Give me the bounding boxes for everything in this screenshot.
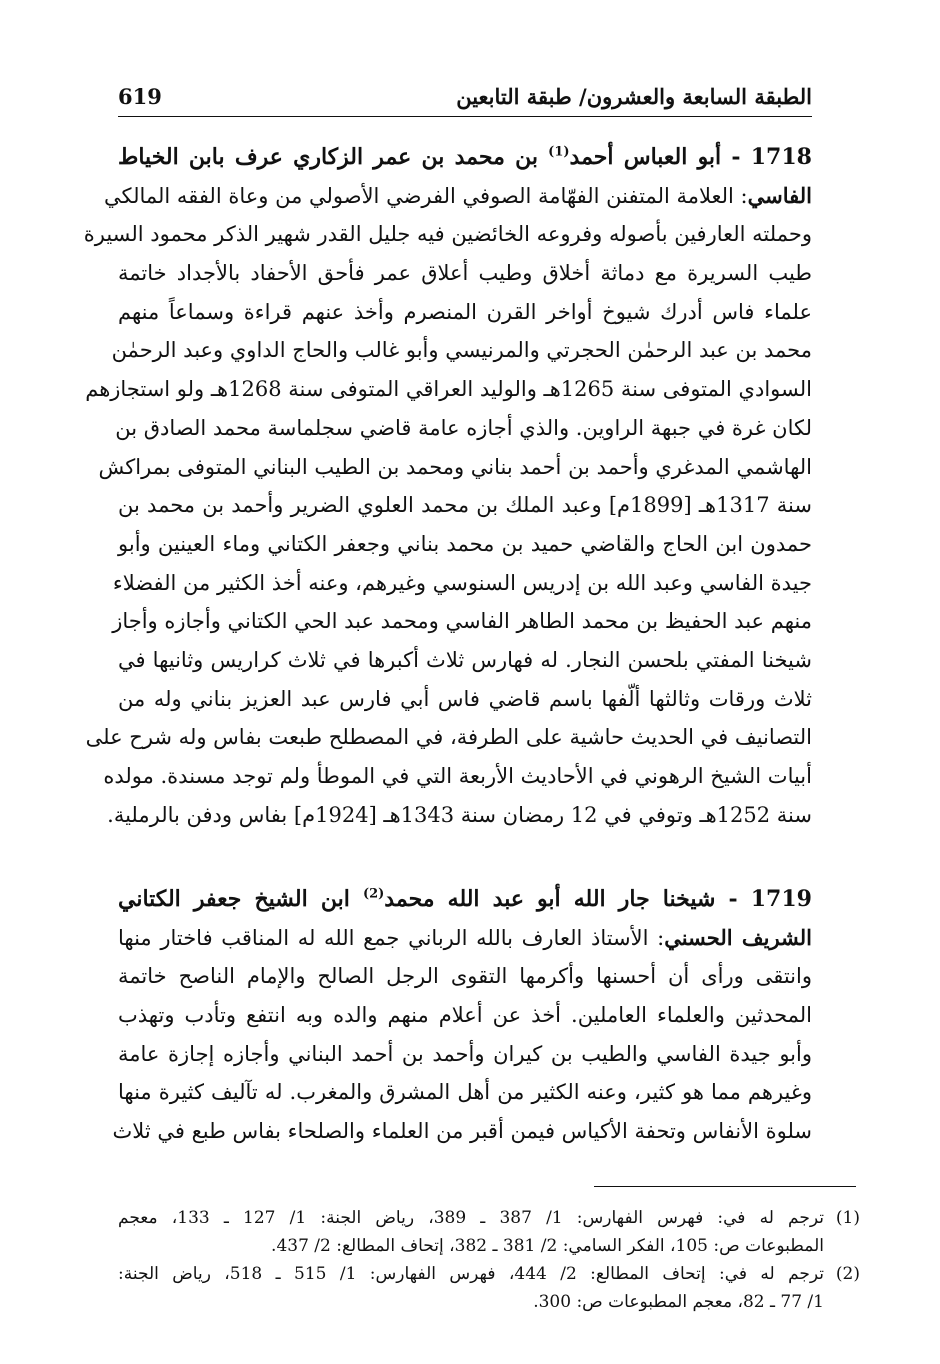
entry-line: سلوة الأنفاس وتحفة الأكياس فيمن أقبر من العلماء والصلحاء بفاس طبع في ثلاث — [112, 1119, 812, 1144]
entry-line: أبيات الشيخ الرهوني في الأحاديث الأربعة التي في الموطأ ولم توجد مسندة. مولده — [103, 764, 812, 788]
entry-line: الشريف الحسني: الأستاذ العارف بالله الرباني جمع الله له المناقب فاختار منها — [118, 924, 812, 950]
footnote-divider — [594, 1186, 856, 1187]
entry-line: سنة 1252هـ وتوفي في 12 رمضان سنة 1343هـ [1924م] بفاس ودفن بالرملية. — [107, 802, 812, 827]
entry-heading: 1718 - أبو العباس أحمد$^{(1)}$ بن محمد بن عمر الزكاري عرف بابن الخياط — [118, 144, 812, 170]
entry-line: وحملته العارفين بأصوله وفروعه الخائضين فيه جليل القدر شهير الذكر محمود السيرة — [83, 222, 812, 247]
entry-line: شيخنا المفتي بلحسن النجار. له فهارس ثلاث أكبرها في ثلاث كراريس وثانيها في — [118, 647, 812, 672]
entry-line: الفاسي: العلامة المتفنن الفهّامة الصوفي الفرضي الأصولي من وعاة الفقه المالكي — [103, 182, 812, 208]
footnote-ref[interactable]: (2) — [362, 886, 385, 902]
entry-1719 — [112, 880, 812, 1151]
footnote-line: ترجم له في: إتحاف المطالع: 2/ 444، فهرس الفهارس: 1/ 515 ـ 518، رياض الجنة: — [118, 1264, 825, 1284]
entry-line: لكان غرة في جبهة الراوين. والذي أجازه عامة قاضي سجلماسة محمد الصادق بن — [115, 415, 812, 440]
page-header — [118, 84, 812, 117]
entry-line: طيب السريرة مع دماثة أخلاق وطيب أعلاق عمر فأحق الأحفاد بالأجداد خاتمة — [118, 261, 812, 286]
entry-line: المحدثين والعلماء العاملين. أخذ عن أعلام منهم والده وبه انتفع وتأدب وتهذب — [118, 1003, 812, 1028]
entry-line: ثلاث ورقات وثالثها ألّفها باسم قاضي فاس أبي فارس عبد العزيز بناني وله من — [118, 686, 812, 711]
entry-1718 — [83, 138, 812, 834]
page-number: 619 — [118, 84, 162, 109]
entry-line: محمد بن عبد الرحمٰن الحجرتي والمرنيسي وأبو غالب والحاج الداوي وعبد الرحمٰن — [111, 338, 812, 363]
entry-line: سنة 1317هـ [1899م] وعبد الملك بن محمد العلوي الضرير وأحمد بن محمد بن — [118, 493, 812, 518]
entry-line: وغيرهم مما هو كثير، وعنه الكثير من أهل المشرق والمغرب. له تآليف كثيرة منها — [118, 1080, 812, 1105]
entry-line: السوادي المتوفى سنة 1265هـ والوليد العراقي المتوفى سنة 1268هـ ولو استجازهم — [85, 377, 812, 402]
entry-line: منهم عبد الحفيظ بن محمد الطاهر الفاسي ومحمد عبد الحي الكتاني وأجازه وأجاز — [112, 609, 812, 634]
entry-line: وانتقى ورأى أن أحسنها وأكرمها التقوى الرجل الصالح والإمام الناصح خاتمة — [118, 964, 812, 989]
footnote — [118, 1260, 860, 1316]
footnote — [118, 1204, 860, 1260]
entry-line: الهاشمي المدغري وأحمد بن أحمد بناني ومحمد بن الطيب البناني المتوفى بمراكش — [98, 454, 812, 479]
footnote-line: ترجم له في: فهرس الفهارس: 1/ 387 ـ 389، رياض الجنة: 1/ 127 ـ 133، معجم — [118, 1208, 824, 1228]
entry-line: جيدة الفاسي وعبد الله بن إدريس السنوسي وغيرهم، وعنه أخذ الكثير من الفضلاء — [112, 570, 812, 595]
entry-line: حمدون ابن الحاج والقاضي حميد بن محمد بناني وجعفر الكتاني وماء العينين وأبو — [118, 531, 812, 556]
footnote-number: (2) — [835, 1264, 860, 1284]
running-title: الطبقة السابعة والعشرون/ طبقة التابعين — [456, 84, 812, 109]
footnote-number: (1) — [835, 1208, 860, 1228]
entry-line: التصانيف في الحديث حاشية على الطرفة، في المصطلح طبعت بفاس وله شرح على — [85, 725, 812, 750]
entry-line: علماء فاس أدرك شيوخ أواخر القرن المنصرم وأخذ عنهم قراءة وسماعاً منهم — [118, 299, 812, 324]
entry-line: وأبو جيدة الفاسي والطيب بن كيران وأحمد بن أحمد البناني وأجازه إجازة عامة — [118, 1041, 812, 1066]
footnote-line: المطبوعات ص: 105، الفكر السامي: 2/ 381 ـ 382، إتحاف المطالع: 2/ 437. — [271, 1236, 824, 1256]
footnote-line: 1/ 77 ـ 82، معجم المطبوعات ص: 300. — [533, 1292, 824, 1312]
footnotes — [118, 1204, 860, 1316]
footnote-ref[interactable]: (1) — [548, 144, 570, 160]
entry-heading: 1719 - شيخنا جار الله أبو عبد الله محمد$^{(2)}$ ابن الشيخ جعفر الكتاني — [118, 886, 812, 912]
